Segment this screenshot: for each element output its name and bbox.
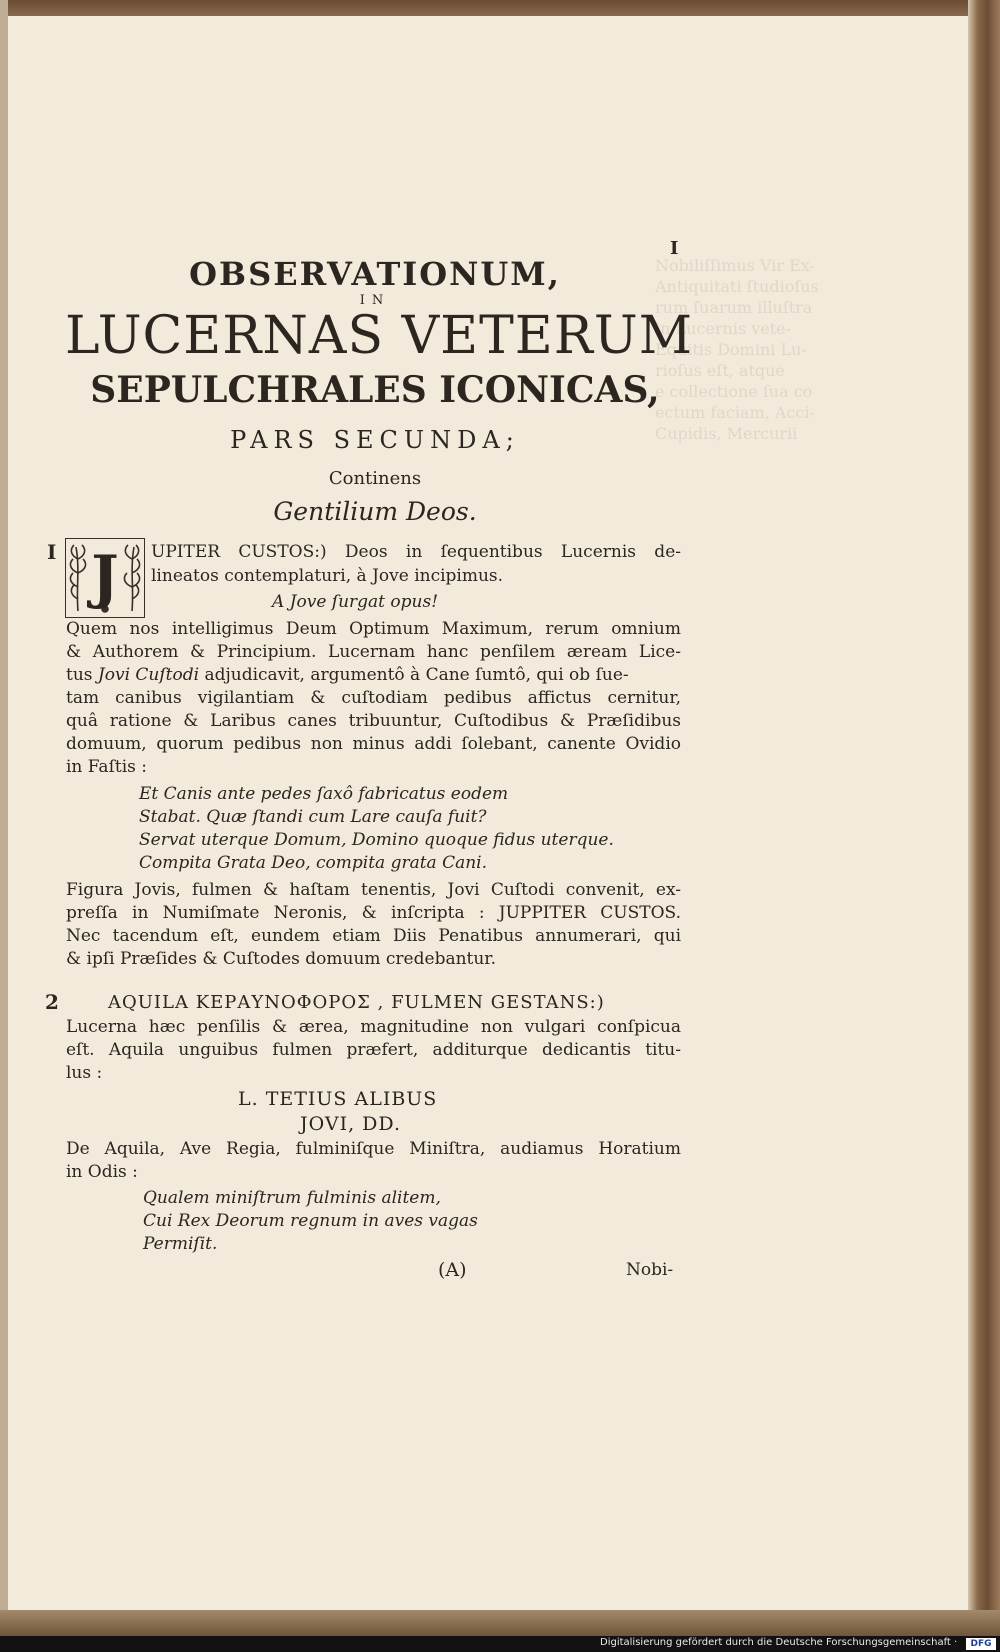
catchword: Nobi- (626, 1260, 674, 1280)
bleed-line: rioſus eſt, atque (655, 361, 785, 380)
text-line: UPITER CUSTOS:) Deos in ſequentibus Lucernis de- (151, 542, 681, 562)
bleed-line: Cupidis, Mercurii (655, 424, 798, 443)
text-line: in Odis : (66, 1162, 138, 1182)
text-line: & Authorem & Principium. Lucernam hanc penſilem æream Lice- (66, 642, 681, 662)
section-2-heading: AQUILA ΚΕΡΑΥΝΟΦΟΡΟΣ , FULMEN GESTANS:) (108, 992, 605, 1013)
bleed-line: e collectione ſua co (655, 382, 813, 401)
bleed-line: Nobiliſſimus Vir Ex- (655, 256, 815, 275)
title-in: IN (359, 293, 391, 308)
text-fragment: adjudicavit, argumentô à Cane ſumtô, qui ob ſue- (204, 665, 629, 685)
bleed-line: Antiquitati ſtudioſus (655, 277, 819, 296)
bleed-line: rum ſuarum illuſtra (655, 298, 813, 317)
section-1-number: I (47, 540, 57, 564)
page-number: I (670, 238, 679, 259)
title-pars-secunda: PARS SECUNDA; (230, 426, 520, 454)
text-line (66, 667, 629, 684)
text-line: De Aquila, Ave Regia, fulminiſque Miniſtra, audiamus Horatium (66, 1139, 681, 1159)
scan-top-edge (0, 0, 1000, 16)
bleed-line: ectum faciam, Acci- (655, 403, 815, 422)
bleed-line: in Lucernis vete- (655, 319, 792, 338)
jovi-custodi-italic: Jovi Cuſtodi (97, 665, 200, 685)
title-gentilium-deos: Gentilium Deos. (273, 497, 477, 526)
text-line: tam canibus vigilantiam & cuſtodiam pedibus affictus cernitur, (66, 688, 681, 708)
motto-line: A Jove ſurgat opus! (272, 592, 439, 612)
text-fragment: tus (66, 665, 93, 685)
dfg-logo-icon: DFG (966, 1638, 996, 1650)
text-line: preſſa in Numiſmate Neronis, & inſcripta : JUPPITER CUSTOS. (66, 903, 681, 923)
verse-line: Permiſit. (143, 1234, 218, 1254)
footer-credit: Digitalisierung gefördert durch die Deutsche Forschungsgemeinschaft · (600, 1637, 958, 1648)
text-line: Lucerna hæc penſilis & ærea, magnitudine non vulgari conſpicua (66, 1017, 681, 1037)
text-line: Quem nos intelligimus Deum Optimum Maximum, rerum omnium (66, 619, 681, 639)
verse-line: Cui Rex Deorum regnum in aves vagas (143, 1211, 478, 1231)
drop-cap-letter: J (91, 543, 119, 611)
verse-line: Compita Grata Deo, compita grata Cani. (139, 853, 488, 873)
verse-line: Qualem miniſtrum fulminis alitem, (143, 1188, 441, 1208)
text-line: lus : (66, 1063, 103, 1083)
text-line: domuum, quorum pedibus non minus addi ſolebant, canente Ovidio (66, 734, 681, 754)
text-line: eſt. Aquila unguibus fulmen præfert, additurque dedicantis titu- (66, 1040, 681, 1060)
text-line: Figura Jovis, fulmen & haſtam tenentis, Jovi Cuſtodi convenit, ex- (66, 880, 681, 900)
verse-line: Servat uterque Domum, Domino quoque fidus uterque. (139, 830, 614, 850)
scan-left-edge (0, 0, 8, 1610)
text-line: Nec tacendum eſt, eundem etiam Diis Penatibus annumerari, qui (66, 926, 681, 946)
text-line: & ipſi Præſides & Cuſtodes domuum credebantur. (66, 949, 496, 969)
text-line: lineatos contemplaturi, à Jove incipimus. (151, 566, 504, 586)
drop-cap-ornament (65, 538, 145, 618)
inscription-line: JOVI, DD. (300, 1113, 401, 1135)
bleed-line: Equitis Domini Lu- (655, 340, 807, 359)
verse-line: Et Canis ante pedes ſaxô fabricatus eodem (139, 784, 509, 804)
book-spine-edge (968, 0, 1000, 1610)
title-sepulchrales: SEPULCHRALES ICONICAS, (90, 369, 660, 411)
title-lucernas-veterum: LUCERNAS VETERUM (65, 306, 693, 366)
section-2-number: 2 (45, 990, 59, 1014)
verse-line: Stabat. Quæ ſtandi cum Lare cauſa fuit? (139, 807, 487, 827)
signature-mark: (A) (438, 1259, 467, 1281)
title-continens: Continens (328, 468, 422, 489)
inscription-line: L. TETIUS ALIBUS (238, 1088, 438, 1110)
text-line: in Faſtis : (66, 757, 147, 777)
title-observationum: OBSERVATIONUM, (189, 255, 561, 293)
foliage-ornament-icon (66, 539, 144, 617)
text-line: quâ ratione & Laribus canes tribuuntur, Cuſtodibus & Præſidibus (66, 711, 681, 731)
